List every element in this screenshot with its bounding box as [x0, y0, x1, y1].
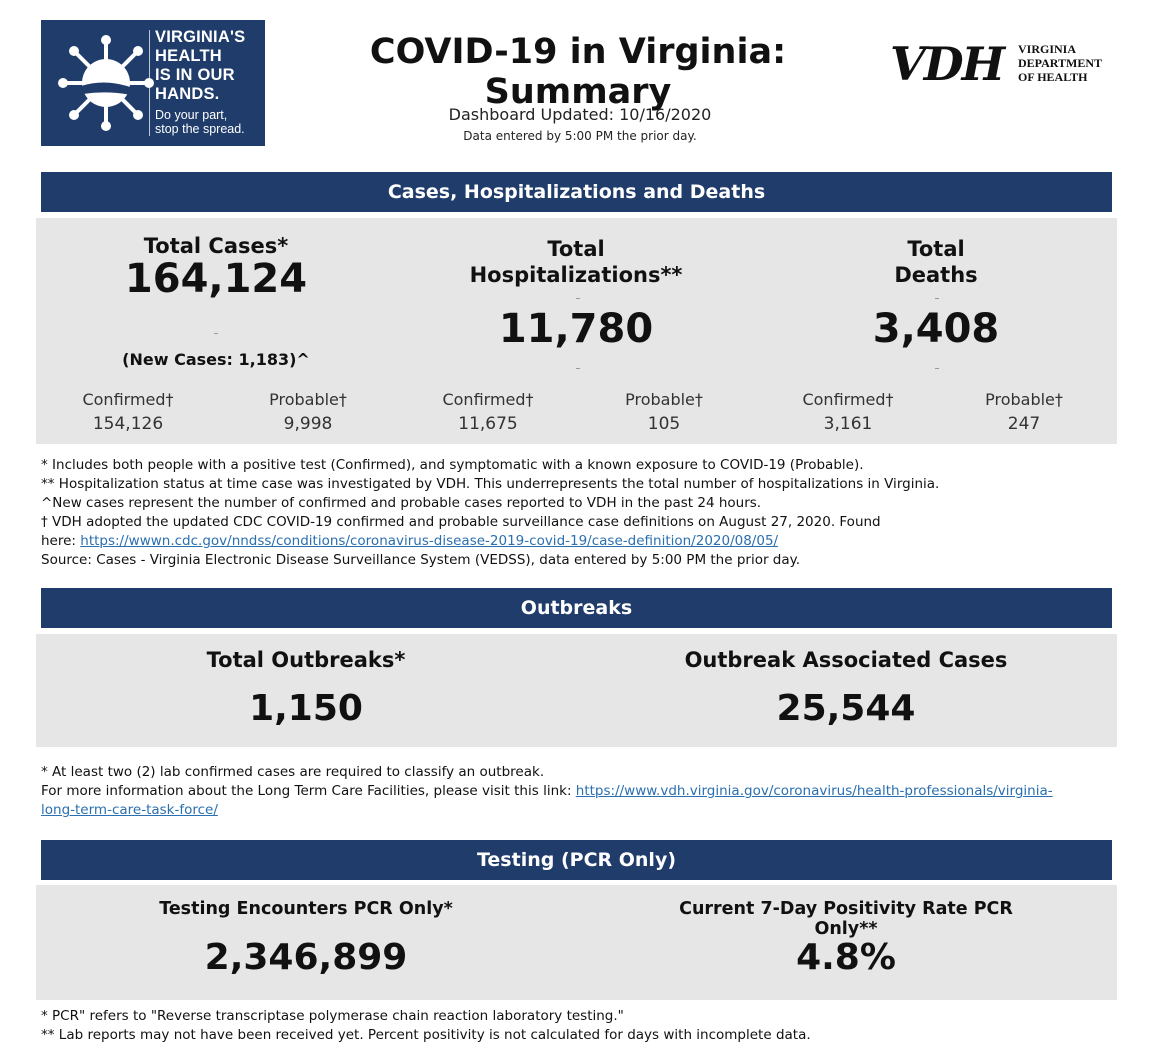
vdh-logo-subtext: [1018, 42, 1102, 84]
footnote: [41, 782, 1121, 801]
title-line: Deaths: [894, 263, 978, 287]
ltc-task-force-link[interactable]: https://www.vdh.virginia.gov/coronavirus/health-professionals/virginia-: [575, 783, 1053, 799]
positivity-rate-title: Current 7-Day Positivity Rate PCR Only**: [679, 899, 1013, 939]
new-cases: (New Cases: 1,183)^: [122, 350, 310, 369]
breakdown-value: 247: [1007, 414, 1041, 434]
testing-section-header: Testing (PCR Only): [41, 840, 1112, 880]
page-title: COVID-19 in Virginia: Summary: [369, 32, 787, 112]
footnote: ^New cases represent the number of confirmed and probable cases reported to VDH in the past 24 hours.: [41, 495, 762, 511]
cdc-case-definition-link[interactable]: https://wwwn.cdc.gov/nndss/conditions/coronavirus-disease-2019-covid-19/case-definition/2020/08/05/: [80, 533, 779, 549]
total-hospitalizations-value: 11,780: [498, 306, 654, 352]
separator-dash: [935, 298, 939, 299]
footnote: Source: Cases - Virginia Electronic Disease Surveillance System (VEDSS), data entered by 5:00 PM the prior day.: [41, 552, 800, 568]
footnote: * Includes both people with a positive test (Confirmed), and symptomatic with a known exposure to COVID-19 (Probable).: [41, 457, 864, 473]
total-deaths-value: 3,408: [872, 306, 1000, 352]
logo-line: HANDS.: [155, 85, 220, 103]
testing-panel: [36, 885, 1117, 1000]
title-line: Hospitalizations**: [469, 263, 683, 287]
total-hospitalizations-title: [436, 236, 716, 288]
breakdown-label: Confirmed†: [802, 390, 894, 409]
footnote: † VDH adopted the updated CDC COVID-19 confirmed and probable surveillance case definitions on August 27, 2020. Found: [41, 514, 881, 530]
breakdown-label: Probable†: [625, 390, 703, 409]
outbreak-associated-cases-value: 25,544: [776, 688, 916, 729]
breakdown-label: Confirmed†: [442, 390, 534, 409]
total-outbreaks-title: Total Outbreaks*: [206, 648, 406, 672]
total-cases-value: 164,124: [124, 256, 308, 302]
footnote: ** Lab reports may not have been received yet. Percent positivity is not calculated for days with incomplete data.: [41, 1027, 811, 1043]
cases-section-header: Cases, Hospitalizations and Deaths: [41, 172, 1112, 212]
logo-divider: [149, 30, 150, 136]
cases-panel: [36, 218, 1117, 444]
title-line: Total: [547, 237, 605, 261]
breakdown-label: Probable†: [269, 390, 347, 409]
outbreak-associated-cases-title: Outbreak Associated Cases: [684, 648, 1008, 672]
vdh-sub-line: DEPARTMENT: [1018, 56, 1103, 70]
vdh-sub-line: VIRGINIA: [1018, 42, 1077, 56]
outbreaks-notes: [41, 763, 1121, 820]
positivity-rate-value: 4.8%: [796, 937, 896, 978]
separator-dash: [214, 333, 218, 334]
data-entered-note: Data entered by 5:00 PM the prior day.: [463, 129, 697, 143]
footnote-prefix: For more information about the Long Term Care Facilities, please visit this link:: [41, 783, 576, 799]
vdh-logo-mark: VDH: [890, 37, 1004, 91]
dashboard-updated: Dashboard Updated: 10/16/2020: [448, 105, 712, 124]
outbreaks-section-header: Outbreaks: [41, 588, 1112, 628]
vdh-logo: [890, 38, 1110, 90]
virginia-health-logo: [41, 20, 265, 146]
footnote: [41, 801, 1121, 820]
breakdown-value: 11,675: [458, 414, 518, 434]
footnote: * PCR" refers to "Reverse transcriptase polymerase chain reaction laboratory testing.": [41, 1008, 624, 1024]
total-deaths-title: [796, 236, 1076, 288]
testing-encounters-value: 2,346,899: [204, 937, 408, 978]
logo-line: HEALTH: [155, 47, 222, 65]
footnote-prefix: here:: [41, 533, 81, 549]
breakdown-value: 3,161: [823, 414, 873, 434]
testing-notes: [41, 1007, 1121, 1045]
total-cases-title: Total Cases*: [143, 234, 289, 258]
breakdown-value: 9,998: [283, 414, 333, 434]
footnote: * At least two (2) lab confirmed cases are required to classify an outbreak.: [41, 764, 545, 780]
cases-notes: [41, 456, 1121, 570]
logo-tagline: Do your part,: [155, 108, 228, 122]
separator-dash: [935, 368, 939, 369]
breakdown-label: Probable†: [985, 390, 1063, 409]
vdh-sub-line: OF HEALTH: [1018, 70, 1088, 84]
outbreaks-panel: [36, 634, 1117, 747]
logo-line: IS IN OUR: [155, 66, 235, 84]
footnote: [41, 532, 1121, 551]
separator-dash: [576, 298, 580, 299]
logo-line: VIRGINIA'S: [155, 28, 246, 46]
footnote: ** Hospitalization status at time case was investigated by VDH. This underrepresents the total number of hospitalizations in Virginia.: [41, 476, 940, 492]
total-outbreaks-value: 1,150: [249, 688, 363, 729]
ltc-task-force-link-continued[interactable]: long-term-care-task-force/: [41, 802, 218, 818]
breakdown-label: Confirmed†: [82, 390, 174, 409]
breakdown-value: 154,126: [92, 414, 164, 434]
breakdown-value: 105: [647, 414, 681, 434]
testing-encounters-title: Testing Encounters PCR Only*: [159, 899, 453, 919]
virus-hands-icon: [51, 28, 171, 138]
title-line: Total: [907, 237, 965, 261]
logo-tagline: stop the spread.: [155, 122, 245, 136]
separator-dash: [576, 368, 580, 369]
logo-text: [155, 28, 263, 136]
